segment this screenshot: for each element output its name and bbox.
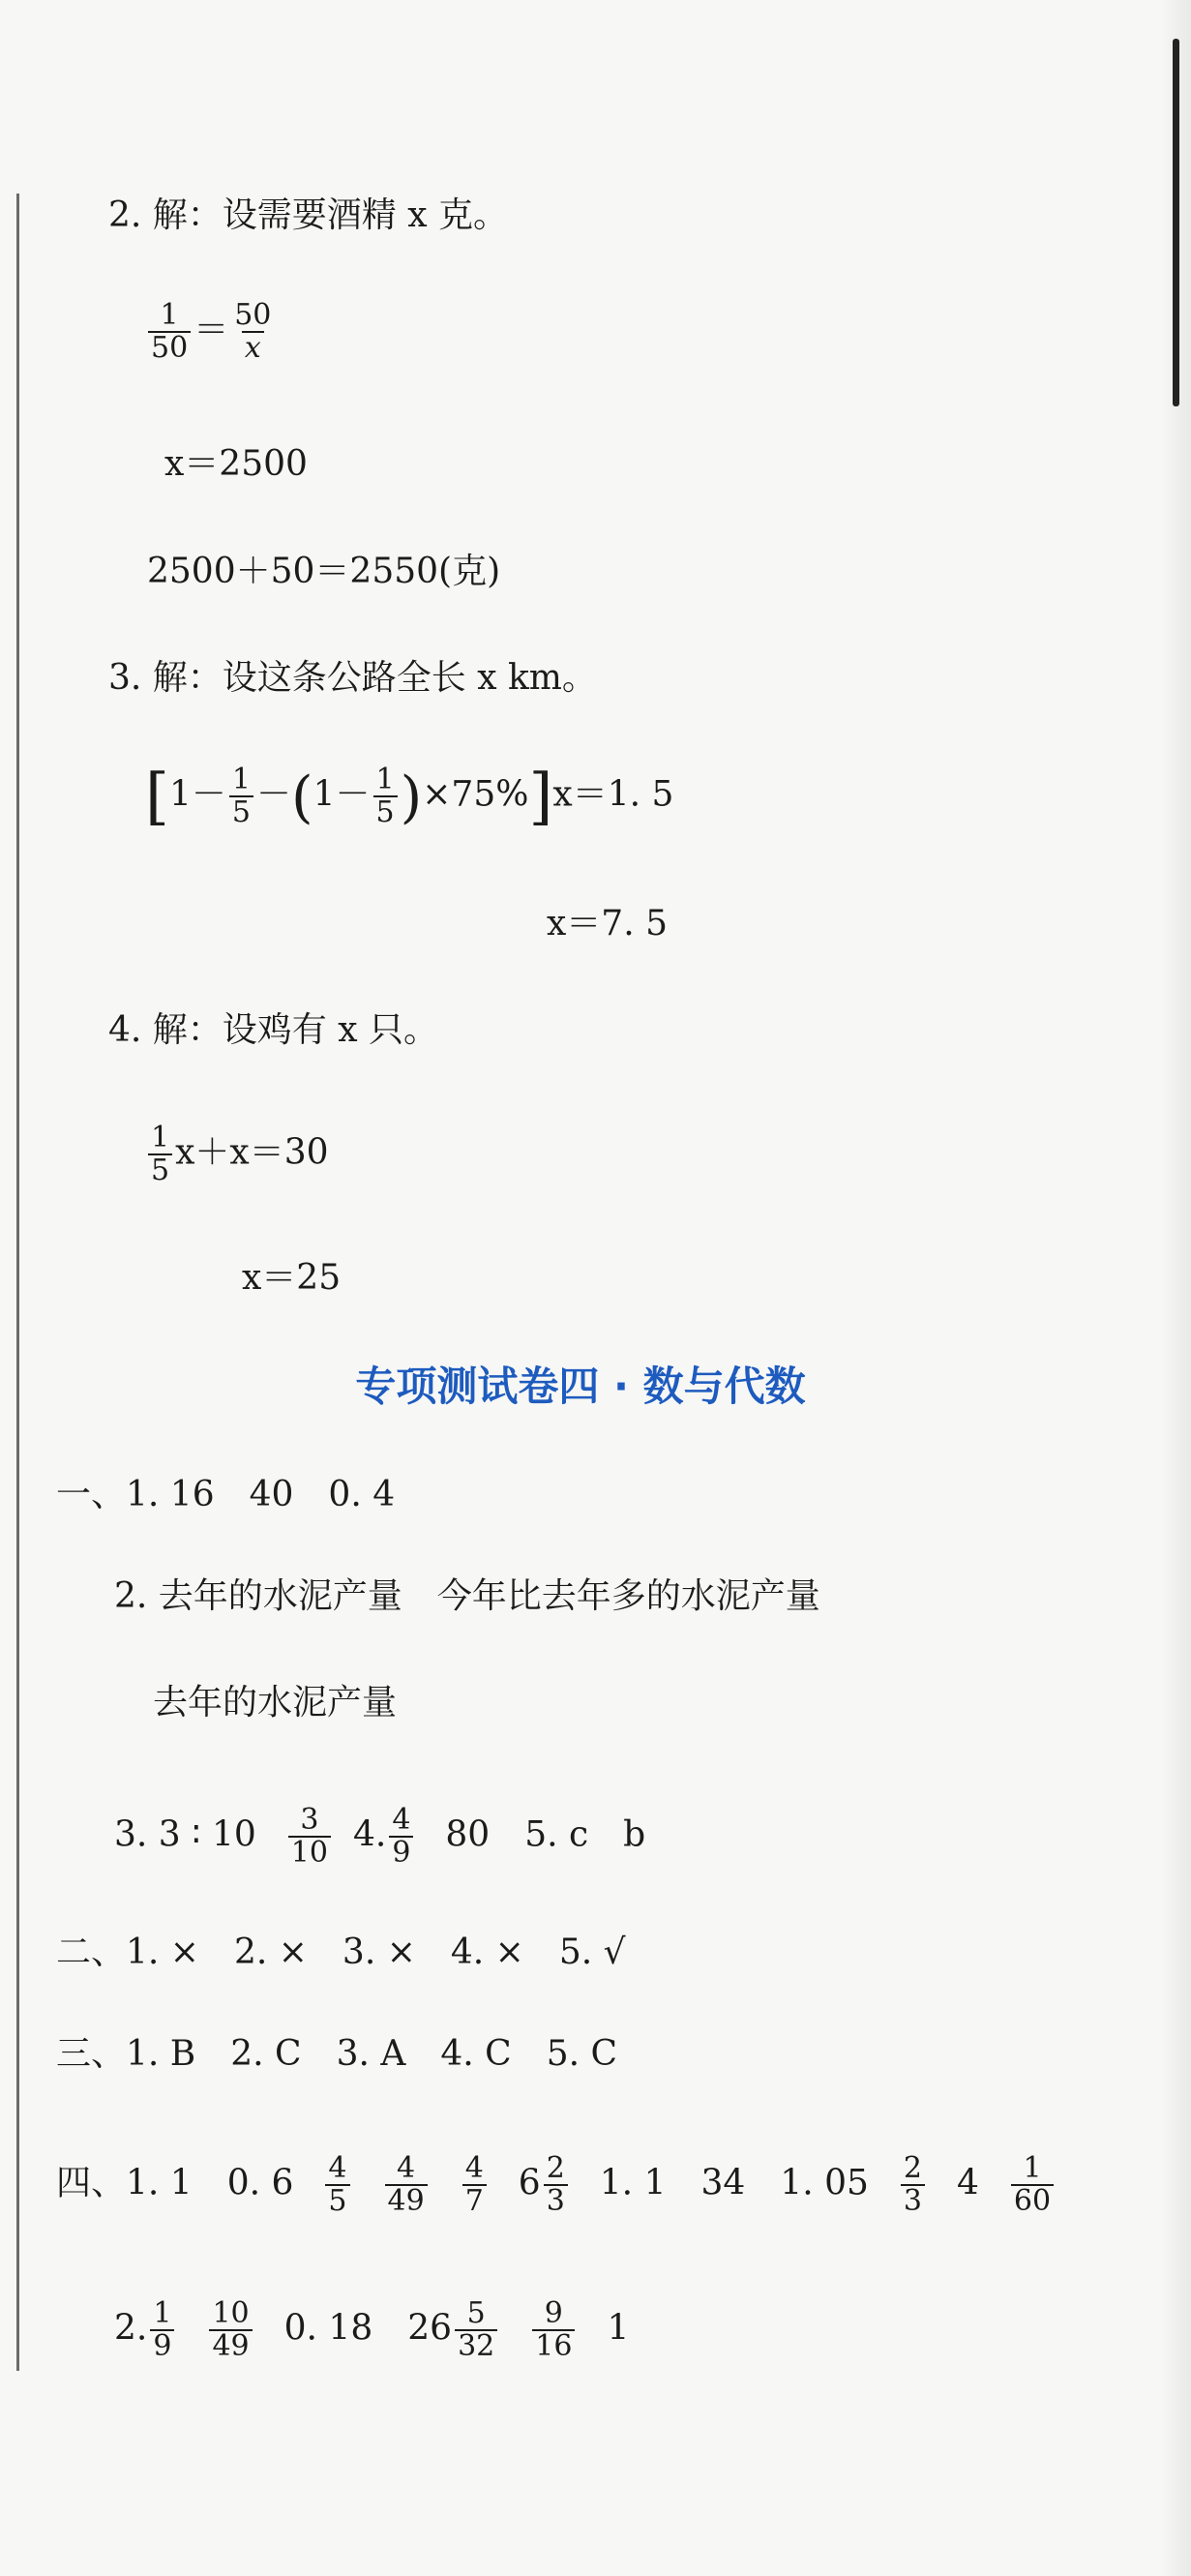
section-4-q1: 四、1. 1 0. 6 $\frac{4}{5}$ $\frac{4}{49}$ $\frac{4}{7}$ 6 $\frac{2}{3}$ 1. 1 34 1. 05 $\frac{2}{3}$ 4 $\frac{1}{60}$ [56,2153,1057,2218]
problem-3-header: 3. 解：设这条公路全长 x km。 [108,658,597,698]
fraction: $\frac{2}{3}$ [544,2153,568,2218]
fraction: $\frac{10}{49}$ [209,2298,252,2363]
fraction: $\frac{4}{9}$ [389,1805,413,1870]
fraction: $\frac{3}{10}$ [288,1805,331,1870]
fraction: $\frac{50}{x}$ [234,298,272,366]
problem-2-header: 2. 解：设需要酒精 x 克。 [108,195,508,235]
section-1-q3-q5: 3. 3 ∶ 10 $\frac{3}{10}$ 4. $\frac{4}{9}$ 80 5. c b [114,1803,646,1871]
fraction: $\frac{1}{5}$ [373,764,398,829]
fraction: $\frac{2}{3}$ [901,2153,925,2218]
section-1-q2-line1: 2. 去年的水泥产量 今年比去年多的水泥产量 [114,1576,820,1616]
fraction: $\frac{1}{5}$ [229,764,253,829]
binding-line [16,194,19,2371]
problem-3-equation: [1－ $\frac{1}{5}$ －(1－ $\frac{1}{5}$ )×75%]x＝1. 5 [145,761,674,833]
problem-2-answer: 2500＋50＝2550(克) [147,552,501,591]
problem-4-equation: $\frac{1}{5}$ x＋x＝30 [145,1123,329,1187]
section-4-q2: 2. $\frac{1}{9}$ $\frac{10}{49}$ 0. 18 26 $\frac{5}{32}$ $\frac{9}{16}$ 1 [114,2296,630,2364]
section-1-q1: 一、1. 16 40 0. 4 [56,1475,396,1514]
fraction: $\frac{4}{5}$ [325,2153,349,2218]
section-title: 专项测试卷四 · 数与代数 [355,1363,806,1410]
problem-2-equation: $\frac{1}{50}$ ＝ $\frac{50}{x}$ [145,300,277,365]
section-3-answers: 三、1. B 2. C 3. A 4. C 5. C [56,2034,618,2074]
problem-4-header: 4. 解：设鸡有 x 只。 [108,1010,438,1050]
fraction: $\frac{1}{5}$ [148,1123,172,1187]
page-edge-mark [1173,39,1179,406]
problem-2-solution: x＝2500 [164,444,308,484]
fraction: $\frac{1}{50}$ [148,300,191,365]
fraction: $\frac{5}{32}$ [455,2298,497,2363]
section-2-answers: 二、1. × 2. × 3. × 4. × 5. √ [56,1932,626,1972]
problem-3-solution: x＝7. 5 [547,904,668,944]
fraction: $\frac{1}{60}$ [1011,2153,1054,2218]
fraction: $\frac{1}{9}$ [150,2298,174,2363]
problem-4-solution: x＝25 [242,1258,342,1298]
fraction: $\frac{9}{16}$ [532,2298,575,2363]
fraction: $\frac{4}{7}$ [462,2153,487,2218]
fraction: $\frac{4}{49}$ [385,2153,428,2218]
section-1-q2-line2: 去年的水泥产量 [153,1683,398,1722]
